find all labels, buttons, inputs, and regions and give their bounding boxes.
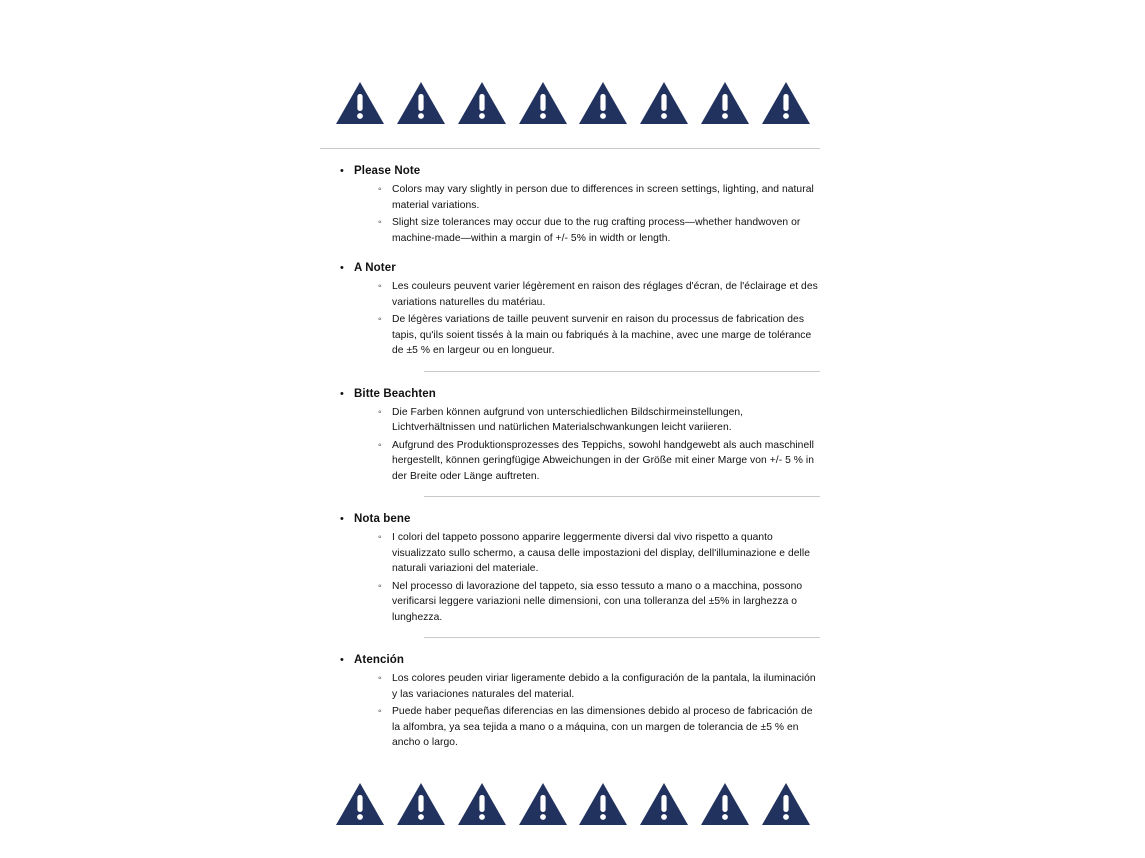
section-items <box>378 182 820 246</box>
warning-triangle-icon <box>699 80 751 126</box>
section-divider-wrap <box>424 371 820 372</box>
list-item-text: I colori del tappeto possono apparire leggermente diversi dal vivo rispetto a quanto visualizzato sullo schermo, a causa delle impostazioni del display, dell'illuminazione e delle naturali variazioni del materiale. <box>392 532 810 574</box>
warning-triangle-icon <box>638 80 690 126</box>
bullet-icon: • <box>340 513 344 525</box>
bullet-icon: • <box>340 387 344 400</box>
warning-triangle-icon <box>456 781 508 827</box>
list-item <box>378 438 820 485</box>
list-item <box>378 182 820 213</box>
section-title: Atención <box>354 654 404 666</box>
list-item <box>378 704 820 751</box>
sub-bullet-icon: ◦ <box>378 706 382 717</box>
note-section-fr <box>320 260 820 372</box>
list-item <box>378 312 820 359</box>
note-section-es <box>320 652 820 751</box>
note-section-en <box>320 163 820 246</box>
bullet-icon: • <box>340 165 344 177</box>
list-item-text: Aufgrund des Produktionsprozesses des Teppichs, sowohl handgewebt als auch maschinell hergestellt, können geringfügige Abweichungen in der Größe mit einer Marge von +/- 5 % in der Breite oder Länge auftreten. <box>392 439 815 482</box>
sub-bullet-icon: ◦ <box>378 580 382 592</box>
sub-bullet-icon: ◦ <box>378 281 382 292</box>
warning-icon-row-bottom <box>334 781 812 827</box>
sub-bullet-icon: ◦ <box>378 406 382 418</box>
list-item <box>378 530 820 577</box>
section-items <box>378 671 820 751</box>
bullet-icon: • <box>340 654 344 666</box>
section-title: Bitte Beachten <box>354 387 436 400</box>
list-item-text: Los colores peuden viriar ligeramente debido a la configuración de la pantala, la iluminación y las variaciones naturales del material. <box>392 673 816 700</box>
list-item-text: Nel processo di lavorazione del tappeto, sia esso tessuto a mano o a macchina, possono verificarsi leggere variazioni nelle dimensioni, con una tolleranza del ±5% in larghezza o lunghezza. <box>392 580 803 623</box>
list-item-text: Les couleurs peuvent varier légèrement en raison des réglages d'écran, de l'éclairage et des variations naturelles du matériau. <box>392 281 818 308</box>
section-divider <box>424 637 820 638</box>
warning-triangle-icon <box>334 80 386 126</box>
section-items <box>378 405 820 485</box>
document-content <box>320 80 820 827</box>
warning-triangle-icon <box>577 80 629 126</box>
list-item <box>378 215 820 246</box>
list-item <box>378 279 820 310</box>
list-item <box>378 671 820 702</box>
sub-bullet-icon: ◦ <box>378 314 382 325</box>
list-item-text: Die Farben können aufgrund von unterschiedlichen Bildschirmeinstellungen, Lichtverhältnissen und natürlichen Materialschwankungen leicht variieren. <box>392 406 744 433</box>
section-divider-wrap <box>424 637 820 638</box>
warning-triangle-icon <box>577 781 629 827</box>
sub-bullet-icon: ◦ <box>378 184 382 195</box>
section-items <box>378 530 820 625</box>
list-item <box>378 579 820 626</box>
warning-triangle-icon <box>395 781 447 827</box>
list-item-text: Colors may vary slightly in person due to differences in screen settings, lighting, and natural material variations. <box>392 184 814 211</box>
list-item-text: De légères variations de taille peuvent survenir en raison du processus de fabrication des tapis, qu'ils soient tissés à la main ou fabriqués à la machine, avec une marge de tolérance de ±5 % en largeur ou en longueur. <box>392 314 812 356</box>
sub-bullet-icon: ◦ <box>378 439 382 451</box>
warning-triangle-icon <box>334 781 386 827</box>
warning-triangle-icon <box>456 80 508 126</box>
note-section-de <box>320 386 820 498</box>
section-heading <box>340 386 820 402</box>
warning-triangle-icon <box>760 781 812 827</box>
section-divider-wrap <box>424 496 820 497</box>
section-divider <box>424 496 820 497</box>
sub-bullet-icon: ◦ <box>378 217 382 228</box>
warning-triangle-icon <box>517 781 569 827</box>
top-divider <box>320 148 820 149</box>
bullet-icon: • <box>340 262 344 274</box>
warning-triangle-icon <box>760 80 812 126</box>
warning-triangle-icon <box>699 781 751 827</box>
section-heading <box>340 652 820 668</box>
section-title: Nota bene <box>354 513 411 525</box>
section-divider <box>424 371 820 372</box>
warning-triangle-icon <box>517 80 569 126</box>
list-item-text: Puede haber pequeñas diferencias en las dimensiones debido al proceso de fabricación de la alfombra, ya sea tejida a mano o a máquina, con un margen de tolerancia de ±5 % en ancho o largo. <box>392 706 813 748</box>
list-item <box>378 405 820 436</box>
warning-triangle-icon <box>395 80 447 126</box>
section-heading <box>340 511 820 527</box>
section-heading <box>340 163 820 179</box>
sub-bullet-icon: ◦ <box>378 673 382 684</box>
section-heading <box>340 260 820 276</box>
note-section-it <box>320 511 820 638</box>
sub-bullet-icon: ◦ <box>378 532 382 543</box>
list-item-text: Slight size tolerances may occur due to the rug crafting process—whether handwoven or machine-made—within a margin of +/- 5% in width or length. <box>392 217 801 244</box>
warning-icon-row-top <box>334 80 812 126</box>
section-title: A Noter <box>354 262 396 274</box>
section-title: Please Note <box>354 165 421 177</box>
section-items <box>378 279 820 359</box>
warning-triangle-icon <box>638 781 690 827</box>
